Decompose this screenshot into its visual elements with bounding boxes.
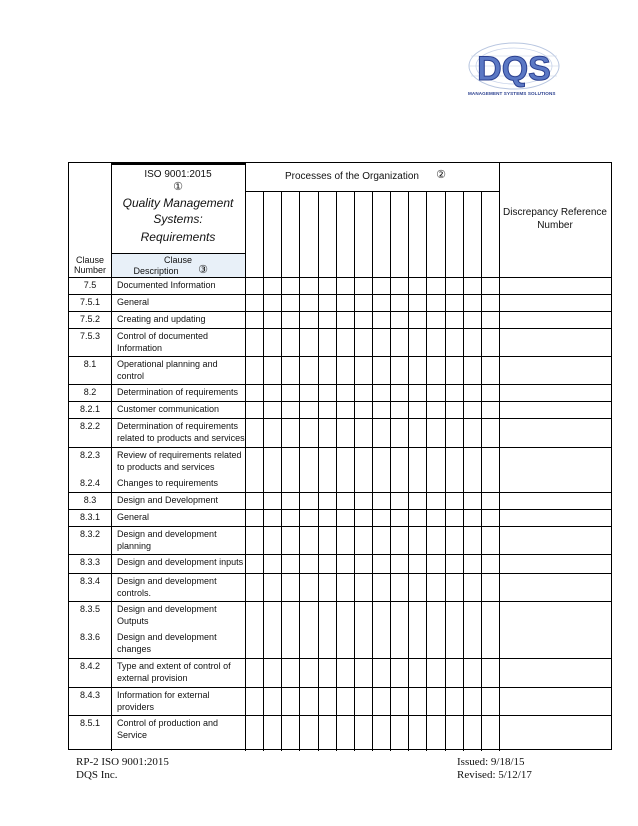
process-column-line xyxy=(263,191,264,751)
row-divider xyxy=(69,384,611,385)
clause-process-matrix xyxy=(68,162,612,750)
clause-number: 8.2 xyxy=(83,387,97,397)
clause-number: 8.3.1 xyxy=(79,512,101,522)
row-divider xyxy=(69,294,611,295)
logo-tagline: MANAGEMENT SYSTEMS SOLUTIONS xyxy=(468,91,556,96)
process-column-line xyxy=(408,191,409,751)
clause-description: Design and development Outputs xyxy=(117,604,217,626)
clause-description: Creating and updating xyxy=(117,314,206,324)
row-divider xyxy=(69,401,611,402)
col-divider-processes xyxy=(499,163,500,751)
process-column-line xyxy=(463,191,464,751)
clause-description: Design and development inputs xyxy=(117,557,244,567)
col-divider-number xyxy=(111,163,112,751)
qms-title-line1: Quality Management xyxy=(122,196,234,210)
clause-description: Changes to requirements xyxy=(117,478,219,488)
row-divider xyxy=(69,526,611,527)
marker-2: ② xyxy=(436,169,446,181)
footer-right xyxy=(457,756,532,782)
clause-number: 8.2.2 xyxy=(79,421,101,431)
clause-description: Design and Development xyxy=(117,495,219,505)
row-divider xyxy=(69,509,611,510)
row-divider xyxy=(69,328,611,329)
row-divider xyxy=(69,447,611,448)
discrepancy-header-line1: Discrepancy Reference xyxy=(503,207,607,218)
clause-number: 8.3.3 xyxy=(79,557,101,567)
marker-3: ③ xyxy=(198,264,208,276)
clause-number: 8.3.2 xyxy=(79,529,101,539)
clause-number: 8.2.3 xyxy=(79,450,101,460)
clause-number: 7.5 xyxy=(83,280,97,290)
process-column-line xyxy=(481,191,482,751)
footer-revised: Revised: 5/12/17 xyxy=(457,769,532,781)
clause-number: 7.5.3 xyxy=(79,331,101,341)
qms-title-line3: Requirements xyxy=(140,230,216,244)
iso-top-line xyxy=(111,163,245,165)
row-divider xyxy=(69,356,611,357)
clause-description-header-line1: Clause xyxy=(163,255,192,265)
clause-description: Customer communication xyxy=(117,404,220,414)
logo-letters: DQS xyxy=(477,50,551,88)
footer-left xyxy=(76,756,169,782)
row-divider xyxy=(69,554,611,555)
clause-number: 7.5.1 xyxy=(79,297,101,307)
row-divider xyxy=(69,311,611,312)
qms-title-line2: Systems: xyxy=(153,212,203,226)
clause-number: 7.5.2 xyxy=(79,314,101,324)
row-divider xyxy=(69,492,611,493)
process-column-line xyxy=(445,191,446,751)
clause-number: 8.2.1 xyxy=(79,404,101,414)
clause-description: Information for external providers xyxy=(117,690,210,712)
row-divider xyxy=(69,573,611,574)
clause-description: Design and development planning xyxy=(117,529,217,551)
processes-header: Processes of the Organization xyxy=(285,171,419,182)
clause-number-header-line2: Number xyxy=(73,265,106,275)
iso-standard-label: ISO 9001:2015 xyxy=(144,169,212,180)
clause-description: Documented Information xyxy=(117,280,216,290)
row-divider xyxy=(69,418,611,419)
clause-description: Design and development controls. xyxy=(117,576,217,598)
clause-number: 8.4.2 xyxy=(79,661,101,671)
row-divider xyxy=(69,658,611,659)
process-column-line xyxy=(336,191,337,751)
row-divider xyxy=(69,715,611,716)
row-divider xyxy=(69,687,611,688)
process-column-line xyxy=(426,191,427,751)
clause-description: Design and development changes xyxy=(117,632,217,654)
process-column-line xyxy=(390,191,391,751)
header-bottom-line xyxy=(69,277,611,278)
clause-number: 8.3.5 xyxy=(79,604,101,614)
dqs-logo xyxy=(466,40,562,98)
clause-number-header-line1: Clause xyxy=(75,255,104,265)
row-divider xyxy=(69,601,611,602)
process-column-line xyxy=(372,191,373,751)
process-column-line xyxy=(281,191,282,751)
clause-description: General xyxy=(117,297,150,307)
clause-number: 8.4.3 xyxy=(79,690,101,700)
col-divider-desc xyxy=(245,163,246,751)
clause-description: Determination of requirements xyxy=(117,387,239,397)
clause-number: 8.5.1 xyxy=(79,718,101,728)
marker-1: ① xyxy=(173,181,183,193)
discrepancy-header-line2: Number xyxy=(537,220,573,231)
clause-description: Type and extent of control of external provision xyxy=(117,661,231,683)
clause-description: Determination of requirements related to products and services xyxy=(117,421,245,443)
clause-description: Control of documented Information xyxy=(117,331,209,353)
process-column-line xyxy=(299,191,300,751)
clause-description: Operational planning and control xyxy=(117,359,218,381)
clause-description-header-line2: Description xyxy=(133,266,179,276)
process-column-line xyxy=(318,191,319,751)
clause-description: General xyxy=(117,512,150,522)
clause-number: 8.3 xyxy=(83,495,97,505)
clause-number: 8.2.4 xyxy=(79,478,101,488)
clause-number: 8.3.4 xyxy=(79,576,101,586)
process-header-line xyxy=(245,191,499,192)
footer-doc-id: RP-2 ISO 9001:2015 xyxy=(76,756,169,768)
clause-number: 8.3.6 xyxy=(79,632,101,642)
clause-description: Review of requirements related to products and services xyxy=(117,450,242,472)
footer-company: DQS Inc. xyxy=(76,769,118,781)
process-column-line xyxy=(354,191,355,751)
clause-description: Control of production and Service xyxy=(117,718,219,740)
footer-issued: Issued: 9/18/15 xyxy=(457,756,525,768)
clause-number: 8.1 xyxy=(83,359,97,369)
